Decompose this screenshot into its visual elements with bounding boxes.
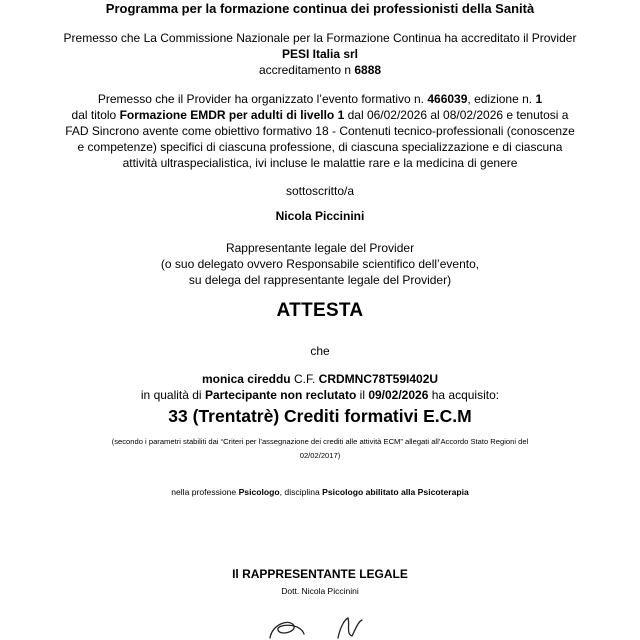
provider-name: PESI Italia srl: [281, 47, 359, 61]
che-label: [0, 343, 640, 359]
participant-role: Partecipante non reclutato: [204, 388, 357, 402]
event-title: Formazione EMDR per adulti di livello 1: [119, 108, 345, 122]
attesta-heading: [0, 300, 640, 322]
participant-block: [0, 371, 640, 403]
representative-name-text: Dott. Nicola Piccinini: [281, 586, 359, 596]
premise2-l1-mid: , edizione n.: [467, 92, 536, 106]
premise2-l1-prefix: Premesso che il Provider ha organizzato l’evento formativo n.: [97, 92, 428, 106]
premise2-line3: FAD Sincrono avente come obiettivo formativo 18 - Contenuti tecnico-professionali (conoscenze: [65, 124, 575, 138]
participant-name: monica cireddu: [201, 372, 291, 386]
credits-text: 33 (Trentatrè) Crediti formativi E.C.M: [168, 406, 472, 426]
profession-prefix: nella professione: [171, 487, 239, 497]
signatory-name-block: [0, 208, 640, 224]
premise2-l2-prefix: dal titolo: [71, 108, 120, 122]
premise-event: [0, 91, 640, 171]
representative-title: [0, 567, 640, 581]
role-line2: (o suo delegato ovvero Responsabile scientifico dell’evento,: [160, 257, 480, 271]
signatory-label: [0, 183, 640, 199]
premise1-line1: Premesso che La Commissione Nazionale per la Formazione Continua ha accreditato il Provider: [63, 31, 577, 45]
attesta-text: ATTESTA: [276, 300, 364, 321]
profession-mid: , disciplina: [279, 487, 323, 497]
premise2-line5: attività ultraspecialistica, ivi incluse le malattie rare e la medicina di genere: [122, 156, 518, 170]
title-text: Programma per la formazione continua dei professionisti della Sanità: [105, 1, 535, 16]
accreditation-prefix: accreditamento n: [258, 63, 355, 77]
profession-name: Psicologo: [238, 487, 280, 497]
role-line1: Rappresentante legale del Provider: [225, 241, 415, 255]
participant-l2-prefix: in qualità di: [140, 388, 205, 402]
credits-note-line1: (secondo i parametri stabiliti dai “Criteri per l’assegnazione dei crediti alle attività ECM” allegati all’Accordo Stato Regioni del: [111, 437, 529, 446]
cf-label: C.F.: [290, 372, 319, 386]
accreditation-number: 6888: [354, 63, 382, 77]
event-dates: dal 06/02/2026 al 08/02/2026 e tenutosi a: [344, 108, 569, 122]
representative-title-text: Il RAPPRESENTANTE LEGALE: [232, 567, 408, 581]
che-text: che: [310, 344, 330, 358]
event-number: 466039: [427, 92, 468, 106]
credits-note: [0, 435, 640, 463]
premise2-line4: e competenze) specifici di ciascuna professione, di ciascuna specializzazione e di ciascuna: [77, 140, 563, 154]
participant-l2-mid: il: [356, 388, 369, 402]
premise-accreditation: [0, 30, 640, 78]
discipline-name: Psicologo abilitato alla Psicoterapia: [322, 487, 469, 497]
signatory-name: Nicola Piccinini: [275, 209, 365, 223]
signature-icon: [250, 614, 390, 640]
participant-cf: CRDMNC78T59I402U: [318, 372, 439, 386]
participant-date: 09/02/2026: [368, 388, 429, 402]
sottoscritto-label: sottoscritto/a: [285, 184, 355, 198]
credits-note-line2: 02/02/2017): [299, 451, 341, 460]
edition-number: 1: [535, 92, 543, 106]
profession-line: [0, 485, 640, 499]
credits-heading: [0, 406, 640, 427]
representative-name: [0, 586, 640, 596]
document-title: [0, 1, 640, 16]
signatory-role: [0, 240, 640, 288]
role-line3: su delega del rappresentante legale del Provider): [188, 273, 452, 287]
participant-l2-suffix: ha acquisito:: [428, 388, 500, 402]
